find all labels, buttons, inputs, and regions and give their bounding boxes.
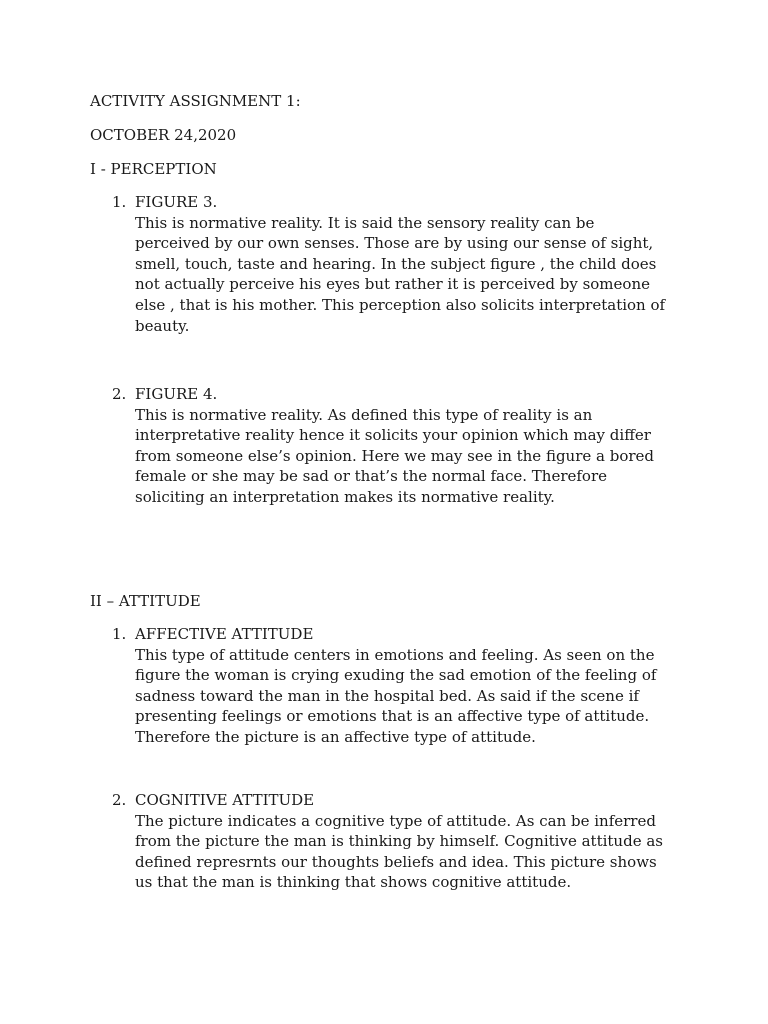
section-heading-attitude: II – ATTITUDE (90, 592, 201, 610)
paragraph-line: from someone else’s opinion. Here we may see in the figure a bored (135, 446, 655, 465)
paragraph-line: else , that is his mother. This perception also solicits interpretation of (135, 295, 666, 314)
item-paragraph (135, 405, 675, 508)
paragraph-line: Therefore the picture is an affective type of attitude. (135, 727, 536, 746)
paragraph-line: soliciting an interpretation makes its normative reality. (135, 487, 555, 506)
item-paragraph (135, 645, 675, 748)
paragraph-line: This is normative reality. It is said the sensory reality can be (135, 213, 595, 232)
paragraph-line: female or she may be sad or that’s the normal face. Therefore (135, 467, 607, 486)
item-heading: FIGURE 3. (135, 193, 218, 211)
paragraph-line: us that the man is thinking that shows cognitive attitude. (135, 873, 572, 892)
paragraph-line: interpretative reality hence it solicits your opinion which may differ (135, 426, 651, 445)
paragraph-line: sadness toward the man in the hospital bed. As said if the scene if (135, 686, 639, 705)
paragraph-line: beauty. (135, 316, 190, 335)
paragraph-line: This is normative reality. As defined this type of reality is an (135, 405, 593, 424)
document-date: OCTOBER 24,2020 (90, 126, 237, 144)
list-item (112, 192, 672, 336)
document-title: ACTIVITY ASSIGNMENT 1: (90, 92, 301, 110)
paragraph-line: perceived by our own senses. Those are by using our sense of sight, (135, 234, 654, 253)
item-heading: FIGURE 4. (135, 385, 218, 403)
paragraph-line: smell, touch, taste and hearing. In the subject figure , the child does (135, 254, 657, 273)
list-number: 2. (112, 385, 127, 403)
paragraph-line: This type of attitude centers in emotions and feeling. As seen on the (135, 645, 655, 664)
item-paragraph (135, 213, 675, 337)
section-heading-perception: I - PERCEPTION (90, 160, 217, 178)
paragraph-line: presenting feelings or emotions that is an affective type of attitude. (135, 707, 650, 726)
paragraph-line: defined represrnts our thoughts beliefs and idea. This picture shows (135, 852, 657, 871)
list-item (112, 384, 672, 508)
paragraph-line: figure the woman is crying exuding the sad emotion of the feeling of (135, 666, 657, 685)
item-heading: AFFECTIVE ATTITUDE (135, 625, 314, 643)
item-paragraph (135, 811, 675, 893)
list-number: 1. (112, 625, 127, 643)
list-number: 2. (112, 791, 127, 809)
list-item (112, 624, 672, 748)
item-heading: COGNITIVE ATTITUDE (135, 791, 315, 809)
paragraph-line: from the picture the man is thinking by himself. Cognitive attitude as (135, 832, 663, 851)
list-number: 1. (112, 193, 127, 211)
paragraph-line: The picture indicates a cognitive type of attitude. As can be inferred (135, 811, 656, 830)
paragraph-line: not actually perceive his eyes but rather it is perceived by someone (135, 275, 650, 294)
list-item (112, 790, 672, 893)
